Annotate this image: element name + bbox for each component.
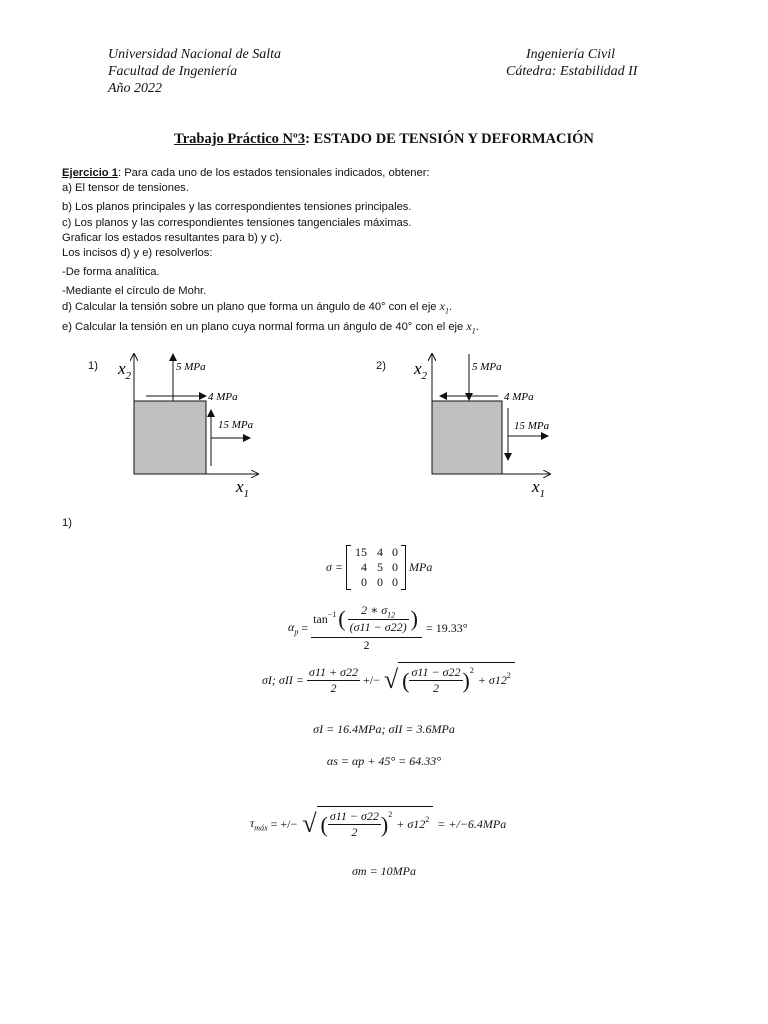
page-title	[0, 131, 768, 148]
shear-plane-angle: αs = αp + 45° = 64.33°	[326, 754, 442, 768]
principal-stress-equation: σI; σII = $\frac{\sigma 11 + \sigma 22}{2}$ +/− √ ( $\frac{\sigma 11 - \sigma 22}{2}$ ) $^2$ + σ12 $^2$	[262, 662, 515, 698]
exercise-methods-intro: Los incisos d) y e) resolverlos:	[62, 247, 213, 259]
exercise-method-analytic: -De forma analítica.	[62, 266, 160, 278]
matrix-cell: 4	[361, 560, 368, 574]
matrix-cell: 0	[377, 575, 384, 589]
title-practice-number: Trabajo Práctico Nº3	[174, 131, 306, 147]
alpha-p-fraction: tan $^{-1}$ ( $\frac{2 ∗ \sigma_{12}}{(\sigma 11 - \sigma 22)}$ ) 2	[311, 603, 422, 653]
axis-x1-d: $x_1$	[439, 299, 449, 316]
tau-radical-expression: ( $\frac{\sigma 11 - \sigma 22}{2}$ ) $^2$ + σ12 $^2$	[317, 806, 434, 842]
right-stress-label: 15 MPa	[514, 420, 550, 432]
max-shear-equation: $\tau_{máx}$ = +/− √ ( $\frac{\sigma 11 - \sigma 22}{2}$ ) $^2$ + σ12 $^2$ = +/−6.4MPa	[250, 806, 506, 842]
exercise-label: Ejercicio 1	[62, 167, 118, 179]
exercise-intro-text: : Para cada uno de los estados tensionales indicados, obtener:	[117, 167, 430, 179]
matrix-cell: 15	[355, 545, 368, 559]
axis-x1-label: $x_1$	[236, 477, 250, 500]
stress-element-figure-1	[110, 346, 295, 506]
shear-stress-label: 4 MPa	[208, 391, 238, 403]
top-stress-label: 5 MPa	[472, 361, 502, 373]
matrix-cell: 5	[377, 560, 384, 574]
axis-x1-e: $x_1$	[466, 319, 476, 336]
header-left	[108, 46, 281, 97]
stress-matrix	[346, 545, 406, 590]
alpha-p-symbol: $\alpha_p$	[288, 620, 299, 637]
axis-x2-label: $x_2$	[118, 359, 132, 382]
stress-element-square	[134, 401, 206, 474]
figure-1-number: 1)	[88, 360, 98, 372]
course-name: Cátedra: Estabilidad II	[506, 64, 638, 79]
principal-stress-lhs: σI; σII =	[262, 672, 304, 687]
axis-x1-label: $x_1$	[532, 477, 546, 500]
alpha-p-result: = 19.33°	[425, 620, 468, 635]
stress-tensor-equation	[326, 545, 432, 590]
matrix-cell: 0	[392, 560, 399, 574]
exercise-item-e-text: e) Calcular la tensión en un plano cuya normal forma un ángulo de 40° con el eje	[62, 321, 467, 333]
shear-stress-label: 4 MPa	[504, 391, 534, 403]
figure-2-number: 2)	[376, 360, 386, 372]
mean-stress-value: σm = 10MPa	[351, 864, 416, 878]
exercise-item-d: d) Calcular la tensión sobre un plano que forma un ángulo de 40° con el eje $x_1$.	[62, 299, 453, 316]
title-topic: : ESTADO DE TENSIÓN Y DEFORMACIÓN	[305, 131, 594, 147]
stress-element-figure-2	[408, 346, 593, 506]
principal-stress-values: σI = 16.4MPa; σII = 3.6MPa	[313, 722, 455, 736]
career-name: Ingeniería Civil	[526, 47, 616, 62]
mean-stress-fraction: $\frac{\sigma 11 + \sigma 22}{2}$	[308, 664, 358, 695]
exercise-graph-note: Graficar los estados resultantes para b) y c).	[62, 232, 283, 244]
matrix-unit: MPa	[409, 560, 433, 574]
top-stress-label: 5 MPa	[176, 361, 206, 373]
matrix-cell: 4	[377, 545, 384, 559]
exercise-item-d-text: d) Calcular la tensión sobre un plano que forma un ángulo de 40° con el eje	[62, 301, 440, 313]
exercise-intro	[62, 166, 430, 180]
sigma-symbol: σ =	[326, 560, 344, 574]
university-name: Universidad Nacional de Salta	[108, 47, 282, 62]
year: Año 2022	[108, 81, 163, 96]
matrix-cell: 0	[392, 575, 399, 589]
axis-x2-label: $x_2$	[414, 359, 428, 382]
exercise-item-a: a) El tensor de tensiones.	[62, 182, 189, 194]
tau-max-result: = +/−6.4MPa	[437, 816, 507, 831]
matrix-cell: 0	[392, 545, 399, 559]
exercise-method-mohr: -Mediante el círculo de Mohr.	[62, 285, 207, 297]
principal-angle-equation: $\alpha_p$ = tan $^{-1}$ ( $\frac{2 ∗ \sigma_{12}}{(\sigma 11 - \sigma 22)}$ ) 2 = 19.33°	[288, 603, 468, 653]
exercise-item-e: e) Calcular la tensión en un plano cuya normal forma un ángulo de 40° con el eje $x_1$.	[62, 319, 479, 336]
radical-expression: ( $\frac{\sigma 11 - \sigma 22}{2}$ ) $^2$ + σ12 $^2$	[398, 662, 515, 698]
exercise-item-b: b) Los planos principales y las correspondientes tensiones principales.	[62, 201, 412, 213]
matrix-cell: 0	[361, 575, 368, 589]
exercise-item-c: c) Los planos y las correspondientes tensiones tangenciales máximas.	[62, 217, 412, 229]
header-right	[506, 46, 637, 80]
faculty-name: Facultad de Ingeniería	[108, 64, 238, 79]
tau-max-symbol: $\tau_{máx}$	[250, 815, 268, 833]
right-stress-label: 15 MPa	[218, 419, 254, 431]
stress-element-square	[432, 401, 502, 474]
solution-label: 1)	[62, 517, 72, 529]
